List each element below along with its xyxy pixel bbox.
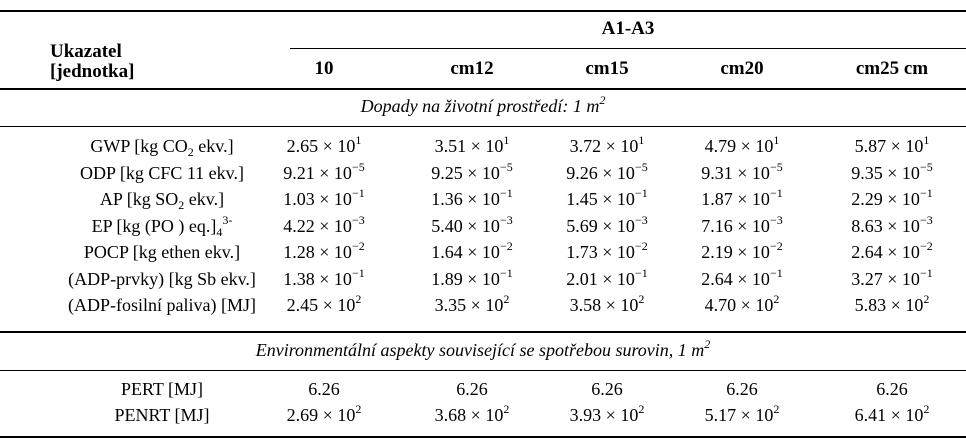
cell-exponent: 1 <box>355 133 362 147</box>
row-label-text: ekv.] <box>184 189 225 209</box>
cell-mantissa: 2.65 × 10 <box>286 136 356 156</box>
cell-exponent: −2 <box>499 239 513 253</box>
cell-exponent: −5 <box>499 159 513 174</box>
cell-mantissa: 1.89 × 10 <box>431 268 500 289</box>
cell-exponent: 2 <box>503 402 510 416</box>
table-cell <box>822 212 962 236</box>
table-cell <box>672 212 812 236</box>
table-bottom-rule <box>0 436 966 438</box>
table-cell <box>537 186 677 209</box>
cell-mantissa: 1.36 × 10 <box>431 189 500 209</box>
row-label-text: GWP [kg CO <box>90 136 188 156</box>
cell-mantissa: 3.51 × 10 <box>434 136 504 156</box>
cell-mantissa: 5.83 × 10 <box>854 295 924 315</box>
table-cell <box>254 159 394 183</box>
cell-mantissa: 3.68 × 10 <box>434 405 504 425</box>
cell-exponent: 2 <box>503 292 510 306</box>
cell-mantissa: 8.63 × 10 <box>851 215 920 236</box>
cell-mantissa: 9.31 × 10 <box>701 162 770 183</box>
table-cell <box>402 402 542 425</box>
row-label-text: PERT [MJ] <box>120 379 204 399</box>
row-label-text: (ADP-fosilní paliva) [MJ] <box>68 295 256 315</box>
cell-exponent: −1 <box>499 186 513 200</box>
table-cell <box>822 239 962 262</box>
table-cell <box>537 402 677 425</box>
table-cell <box>822 292 962 315</box>
cell-mantissa: 7.16 × 10 <box>701 215 770 236</box>
cell-mantissa: 1.28 × 10 <box>283 242 352 262</box>
cell-exponent: −5 <box>769 159 783 174</box>
cell-exponent: −1 <box>769 186 783 200</box>
table-cell <box>254 212 394 236</box>
table-cell <box>672 186 812 209</box>
header-bottom-rule <box>0 88 966 90</box>
section2-title <box>0 337 966 360</box>
cell-mantissa: 3.58 × 10 <box>569 295 639 315</box>
section1-title <box>0 93 966 116</box>
column-header: cm15 <box>585 58 629 79</box>
table-cell <box>822 380 962 398</box>
cell-exponent: 1 <box>923 133 930 147</box>
cell-exponent: −1 <box>351 186 365 200</box>
column-header: cm20 <box>720 58 764 79</box>
indicator-header-line2: [jednotka] <box>50 61 135 82</box>
cell-mantissa: 6.26 <box>876 379 908 399</box>
table-cell <box>254 402 394 425</box>
cell-mantissa: 1.87 × 10 <box>701 189 770 209</box>
table-cell <box>402 212 542 236</box>
table-cell <box>254 239 394 262</box>
cell-mantissa: 9.35 × 10 <box>851 162 920 183</box>
cell-mantissa: 6.26 <box>456 379 488 399</box>
cell-mantissa: 4.70 × 10 <box>704 295 774 315</box>
cell-exponent: 2 <box>638 402 645 416</box>
table-cell <box>822 186 962 209</box>
cell-mantissa: 2.69 × 10 <box>286 405 356 425</box>
cell-mantissa: 2.29 × 10 <box>851 189 920 209</box>
table-cell <box>254 380 394 398</box>
cell-mantissa: 5.40 × 10 <box>431 215 500 236</box>
cell-mantissa: 5.17 × 10 <box>704 405 774 425</box>
table-cell <box>254 186 394 209</box>
cell-exponent: −1 <box>769 265 783 280</box>
table-cell <box>537 159 677 183</box>
cell-exponent: −2 <box>919 239 933 253</box>
cell-mantissa: 3.27 × 10 <box>851 268 920 289</box>
cell-exponent: 2 <box>355 292 362 306</box>
table-cell <box>822 159 962 183</box>
cell-exponent: −1 <box>919 186 933 200</box>
table-cell <box>537 380 677 398</box>
cell-mantissa: 2.01 × 10 <box>566 268 635 289</box>
cell-exponent: 2 <box>638 292 645 306</box>
cell-exponent: 2 <box>773 292 780 306</box>
row-label-text: ODP [kg CFC 11 ekv.] <box>79 162 244 183</box>
row-label-text: ekv.] <box>193 136 234 156</box>
section2-title-text: Environmentální aspekty související se spotřebou surovin, 1 m <box>255 340 705 360</box>
table-cell <box>402 265 542 289</box>
table-cell <box>402 186 542 209</box>
cell-exponent: −2 <box>769 239 783 253</box>
table-cell <box>402 292 542 315</box>
cell-exponent: −5 <box>351 159 365 174</box>
cell-exponent: −3 <box>769 212 783 227</box>
cell-mantissa: 1.73 × 10 <box>566 242 635 262</box>
cell-mantissa: 2.64 × 10 <box>701 268 770 289</box>
column-header: 10 <box>314 58 334 79</box>
table-cell <box>537 292 677 315</box>
table-cell <box>402 380 542 398</box>
section2-title-rule <box>0 370 966 371</box>
cell-exponent: −3 <box>634 212 648 227</box>
table-cell <box>402 159 542 183</box>
cell-mantissa: 1.38 × 10 <box>283 268 352 289</box>
row-label-sub: 2 <box>178 198 185 212</box>
section2-title-sup: 2 <box>704 337 711 351</box>
table-cell <box>402 133 542 156</box>
row-label-sub: 2 <box>187 145 194 159</box>
cell-exponent: 1 <box>638 133 645 147</box>
cell-mantissa: 4.79 × 10 <box>704 136 774 156</box>
table-cell <box>254 265 394 289</box>
row-label-sub: 4 <box>216 224 223 239</box>
cell-exponent: −1 <box>634 186 648 200</box>
group-underline <box>290 48 966 49</box>
table-cell <box>402 239 542 262</box>
cell-exponent: −3 <box>499 212 513 227</box>
table-cell <box>672 380 812 398</box>
section1-title-sup: 2 <box>599 93 606 107</box>
cell-exponent: −1 <box>919 265 933 280</box>
cell-mantissa: 6.26 <box>591 379 623 399</box>
cell-mantissa: 9.26 × 10 <box>566 162 635 183</box>
table-cell <box>254 133 394 156</box>
table-cell <box>672 239 812 262</box>
table-cell <box>672 402 812 425</box>
row-label-sup: 3- <box>222 212 233 227</box>
table-cell <box>672 292 812 315</box>
cell-mantissa: 2.45 × 10 <box>286 295 356 315</box>
cell-exponent: −3 <box>919 212 933 227</box>
row-label-text: (ADP-prvky) [kg Sb ekv.] <box>68 268 256 289</box>
cell-exponent: −5 <box>634 159 648 174</box>
cell-exponent: −1 <box>351 265 365 280</box>
cell-exponent: −1 <box>634 265 648 280</box>
cell-exponent: 1 <box>503 133 510 147</box>
cell-exponent: −2 <box>351 239 365 253</box>
table-top-rule <box>0 10 966 12</box>
cell-exponent: −1 <box>499 265 513 280</box>
table-cell <box>672 159 812 183</box>
cell-mantissa: 3.72 × 10 <box>569 136 639 156</box>
section1-title-rule <box>0 126 966 127</box>
row-label-text: AP [kg SO <box>99 189 179 209</box>
table-cell <box>672 265 812 289</box>
cell-exponent: 2 <box>923 402 930 416</box>
row-label-text: EP [kg (PO ) eq.] <box>91 215 217 236</box>
cell-exponent: −2 <box>634 239 648 253</box>
cell-exponent: 2 <box>355 402 362 416</box>
cell-exponent: −5 <box>919 159 933 174</box>
table-cell <box>537 265 677 289</box>
cell-exponent: 1 <box>773 133 780 147</box>
cell-mantissa: 2.19 × 10 <box>701 242 770 262</box>
table-cell <box>537 133 677 156</box>
cell-mantissa: 3.93 × 10 <box>569 405 639 425</box>
section1-bottom-rule <box>0 331 966 333</box>
group-header: A1-A3 <box>601 18 655 39</box>
cell-mantissa: 1.03 × 10 <box>283 189 352 209</box>
cell-mantissa: 5.69 × 10 <box>566 215 635 236</box>
cell-exponent: 2 <box>923 292 930 306</box>
cell-exponent: −3 <box>351 212 365 227</box>
table-cell <box>822 133 962 156</box>
row-label-text: POCP [kg ethen ekv.] <box>83 242 241 262</box>
cell-mantissa: 1.64 × 10 <box>431 242 500 262</box>
table-cell <box>822 402 962 425</box>
table-cell <box>537 239 677 262</box>
cell-mantissa: 3.35 × 10 <box>434 295 504 315</box>
cell-mantissa: 1.45 × 10 <box>566 189 635 209</box>
table-cell <box>537 212 677 236</box>
indicator-header-line1: Ukazatel <box>50 41 122 62</box>
cell-exponent: 2 <box>773 402 780 416</box>
cell-mantissa: 5.87 × 10 <box>854 136 924 156</box>
cell-mantissa: 6.26 <box>726 379 758 399</box>
table-cell <box>672 133 812 156</box>
cell-mantissa: 6.26 <box>308 379 340 399</box>
cell-mantissa: 4.22 × 10 <box>283 215 352 236</box>
table-cell <box>254 292 394 315</box>
row-label-text: PENRT [MJ] <box>114 405 210 425</box>
cell-mantissa: 9.21 × 10 <box>283 162 352 183</box>
section1-title-text: Dopady na životní prostředí: 1 m <box>360 96 600 116</box>
cell-mantissa: 9.25 × 10 <box>431 162 500 183</box>
column-header: cm25 cm <box>855 58 929 79</box>
table-cell <box>822 265 962 289</box>
indicator-header <box>50 42 190 81</box>
cell-mantissa: 2.64 × 10 <box>851 242 920 262</box>
column-header: cm12 <box>450 58 494 79</box>
cell-mantissa: 6.41 × 10 <box>854 405 924 425</box>
